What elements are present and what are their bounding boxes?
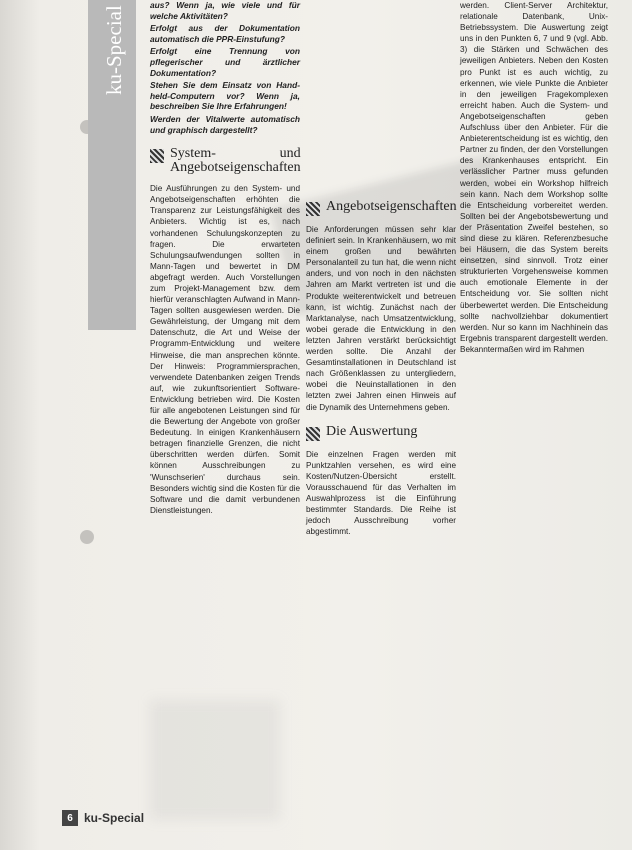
- paragraph: Die Ausführungen zu den System- und Angebotseigenschaften erhöhten die Transparenz zur Leistungsfähigkeit des Anbieters. Wichtig ist es, nach vorhandenen Schulungskonzepten zu fragen. Die erwarteten Schulungsaufwendungen sollten in Mann-Tagen und bewertet in DM abgefragt werden. Auch Vorstellungen zum Projekt-Management bzw. dem hierfür veranschlagten Aufwand in Mann-Tagen sollten ausgewiesen werden. Die Gewährleistung, der Umgang mit dem Datenschutz, die Art und Weise der Programm-Entwicklung und weitere Hinweise, die man ansprechen könnte. Der Hinweis: Programmiersprachen, verwendete Datenbanken zeigen Trends auf, wie zukunftsorientiert Software-Entwicklung betrieben wird. Die Kosten für alle angebotenen Leistungen sind für die Bewertung der Angebote von großer Bedeutung. In einigen Krankenhäusern betragen finanzielle Grenzen, die nicht überschritten werden dürfen. Somit können Ausschreibungen zu 'Wunschserien' durchaus sein. Besonders wichtig sind die Kosten für die Software und die damit verbundenen Dienstleistungen.: [150, 184, 300, 515]
- section-sidebar: [88, 0, 136, 330]
- paragraph: werden. Client-Server Architektur, relationale Datenbank, Unix-Betriebssystem. Die Auswertung zeigt uns in den Punkten 6, 7 und 9 (vgl. Abb. 3) die Stärken und Schwächen des jeweiligen Anbieters. Neben den Kosten pro Punkt ist es auch wichtig, zu erkennen, wie viele Punkte die Anbieter in den jeweiligen Fragekomplexen erreicht haben. Auch die System- und Angebotseigenschaften geben Aufschluss über den Anbieter. Für die Anbieterentscheidung ist es wichtig, den Partner zu finden, der den Vorstellungen des Krankenhauses entspricht. Ein verlässlicher Partner muss gefunden werden, wobei ein Workshop hilfreich sein kann. Nach dem Workshop sollte die Entscheidung vorbereitet werden. Sollten bei der Angebotsbewertung und der Präsentation Zweifel bestehen, so sind diese zu klären. Referenzbesuche bei Häusern, die das System bereits einsetzen, sind sinnvoll. Trotz einer strukturierten Vorgehensweise kommen auch emotionale Elemente in der Entscheidung vor. Sie sollten nicht überbewertet werden. Die Entscheidung sollte nachvollziehbar dokumentiert werden. Nur so kann im Nachhinein das Ergebnis transparent dargestellt werden. Bekanntermaßen wird im Rahmen: [460, 1, 608, 354]
- footer-brand: ku-Special: [84, 811, 145, 825]
- section-body: [306, 449, 456, 538]
- scan-shadow: [150, 700, 280, 820]
- page-number: 6: [62, 810, 78, 826]
- question-item: Werden der Vitalwerte automatisch und graphisch dargestellt?: [150, 113, 300, 135]
- heading-marker: [150, 149, 164, 163]
- section-body: [306, 224, 456, 413]
- section-heading: [306, 200, 456, 216]
- paragraph: Die einzelnen Fragen werden mit Punktzahlen versehen, es wird eine Kosten/Nutzen-Übersicht erstellt. Vorausschauend für das Verhalten im Auswahlprozess ist die Einführung bestimmter Standards. Die Reihe ist jedoch Ausschreibung vorher abgestimmt.: [306, 449, 456, 537]
- question-list: [150, 0, 300, 135]
- column-1: [150, 0, 300, 516]
- page-footer: [62, 808, 202, 828]
- heading-text: System- und Angebotseigenschaften: [170, 146, 301, 176]
- paragraph: Die Anforderungen müssen sehr klar definiert sein. In Krankenhäusern, wo mit einem großen und bewährten Personalanteil zu tun hat, die wenn nicht anders, und von noch in den nächsten Jahren am Markt vertreten ist und die Produkte weiterentwickelt und betreuen kann, ist wichtig. Zunächst nach der Marktanalyse, nach Umsatzentwicklung, wobei gerade die Entwicklung in den letzten Jahren verstärkt berücksichtigt werden sollte. Die Anzahl der Gesamtinstallationen in Deutschland ist nach Größenklassen zu untergliedern, wobei die Neuinstallationen in den letzten zwei Jahren einen Hinweis auf die Dynamik des Unternehmens geben.: [306, 225, 456, 412]
- question-item: Erfolgt eine Trennung von pflegerischer und ärztlicher Dokumentation?: [150, 46, 300, 78]
- punch-hole: [80, 530, 94, 544]
- section-heading: [306, 425, 456, 441]
- column-3: [460, 0, 608, 355]
- section-logo: [88, 5, 136, 240]
- question-item: aus? Wenn ja, wie viele und für welche Aktivitäten?: [150, 0, 300, 21]
- question-item: Erfolgt aus der Dokumentation automatisch die PPR-Einstufung?: [150, 23, 300, 44]
- heading-marker: [306, 427, 320, 441]
- heading-text: Die Auswertung: [326, 423, 418, 439]
- heading-marker: [306, 202, 320, 216]
- heading-text: Angebotseigenschaften: [326, 199, 457, 214]
- column-2: [306, 0, 456, 537]
- section-body: [150, 183, 300, 516]
- section-heading: [150, 147, 300, 175]
- question-item: Stehen Sie dem Einsatz von Hand-held-Computern vor? Wenn ja, beschreiben Sie Ihre Erfahrungen!: [150, 80, 300, 112]
- section-logo-text: ku-Special: [102, 5, 126, 95]
